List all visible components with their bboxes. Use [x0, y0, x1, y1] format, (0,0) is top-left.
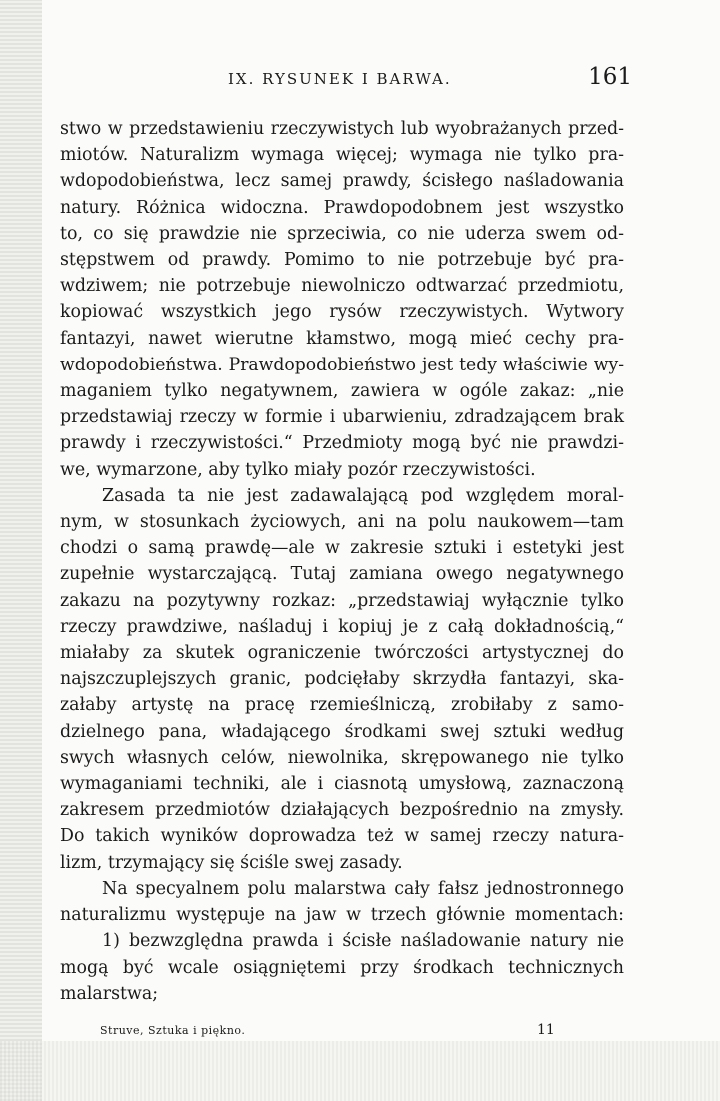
text-line: maganiem tylko negatywnem, zawiera w ogóle zakaz: „nie	[60, 381, 624, 402]
text-line: zakazu na pozytywny rozkaz: „przedstawiaj wyłącznie tylko	[60, 590, 624, 611]
paragraph-start-line: Na specyalnem polu malarstwa cały fałsz jednostronnego	[102, 878, 624, 899]
text-line: chodzi o samą prawdę—ale w zakresie sztuki i estetyki jest	[60, 538, 624, 559]
text-line: to, co się prawdzie nie sprzeciwia, co nie uderza swem od-	[60, 223, 624, 244]
paragraph-start-line: Zasada ta nie jest zadawalającą pod względem moral-	[102, 485, 624, 506]
text-line: dzielnego pana, władającego środkami swej sztuki według	[60, 721, 624, 742]
text-line: naturalizmu występuje na jaw w trzech głównie momentach:	[60, 905, 624, 926]
scan-shadow-left	[0, 0, 42, 1101]
text-line: wdziwem; nie potrzebuje niewolniczo odtwarzać przedmiotu,	[60, 276, 624, 297]
text-line: zakresem przedmiotów działających bezpośrednio na zmysły.	[60, 800, 624, 821]
text-line: nym, w stosunkach życiowych, ani na polu naukowem—tam	[60, 512, 624, 533]
text-line: lizm, trzymający się ściśle swej zasady.	[60, 852, 403, 873]
text-line: najszczuplejszych granic, podcięłaby skrzydła fantazyi, ska-	[60, 669, 624, 690]
chapter-title: IX. RYSUNEK I BARWA.	[228, 70, 452, 88]
text-line: Do takich wyników doprowadza też w samej rzeczy natura-	[60, 826, 624, 847]
text-line: swych własnych celów, niewolnika, skrępowanego nie tylko	[60, 747, 624, 768]
text-line: miałaby za skutek ograniczenie twórczości artystycznej do	[60, 643, 624, 664]
text-line: we, wymarzone, aby tylko miały pozór rzeczywistości.	[60, 459, 536, 480]
text-line: rzeczy prawdziwe, naśladuj i kopiuj je z całą dokładnością,“	[60, 616, 624, 637]
text-line: fantazyi, nawet wierutne kłamstwo, mogą mieć cechy pra-	[60, 328, 624, 349]
scan-shadow-bottom	[0, 1041, 720, 1101]
text-line: stwo w przedstawieniu rzeczywistych lub wyobrażanych przed-	[60, 119, 624, 139]
text-line: wdopodobieństwa. Prawdopodobieństwo jest tedy właściwie wy-	[60, 354, 624, 375]
sheet-number: 11	[537, 1022, 555, 1038]
text-line: zupełnie wystarczającą. Tutaj zamiana owego negatywnego	[60, 564, 624, 585]
text-line: malarstwa;	[60, 983, 159, 1004]
text-line: prawdy i rzeczywistości.“ Przedmioty mogą być nie prawdzi-	[60, 433, 624, 454]
text-line: wdopodobieństwa, lecz samej prawdy, ścisłego naśladowania	[60, 171, 624, 192]
text-line: stępstwem od prawdy. Pomimo to nie potrzebuje być pra-	[60, 250, 624, 271]
text-line: natury. Różnica widoczna. Prawdopodobnem jest wszystko	[60, 197, 624, 218]
text-line: kopiować wszystkich jego rysów rzeczywistych. Wytwory	[60, 302, 624, 323]
text-line: załaby artystę na pracę rzemieślniczą, zrobiłaby z samo-	[60, 695, 624, 716]
text-line: mogą być wcale osiągniętemi przy środkach technicznych	[60, 957, 624, 978]
page-number: 161	[588, 64, 632, 90]
running-head	[60, 64, 632, 94]
text-line: przedstawiaj rzeczy w formie i ubarwieniu, zdradzającem brak	[60, 407, 624, 428]
body-text	[60, 116, 624, 1007]
page-footer	[100, 1022, 556, 1042]
signature-mark: Struve, Sztuka i piękno.	[100, 1024, 246, 1037]
text-line: miotów. Naturalizm wymaga więcej; wymaga nie tylko pra-	[60, 145, 624, 166]
list-item-line: 1) bezwzględna prawda i ścisłe naśladowanie natury nie	[102, 931, 624, 952]
text-line: wymaganiami techniki, ale i ciasnotą umysłową, zaznaczoną	[60, 774, 624, 795]
